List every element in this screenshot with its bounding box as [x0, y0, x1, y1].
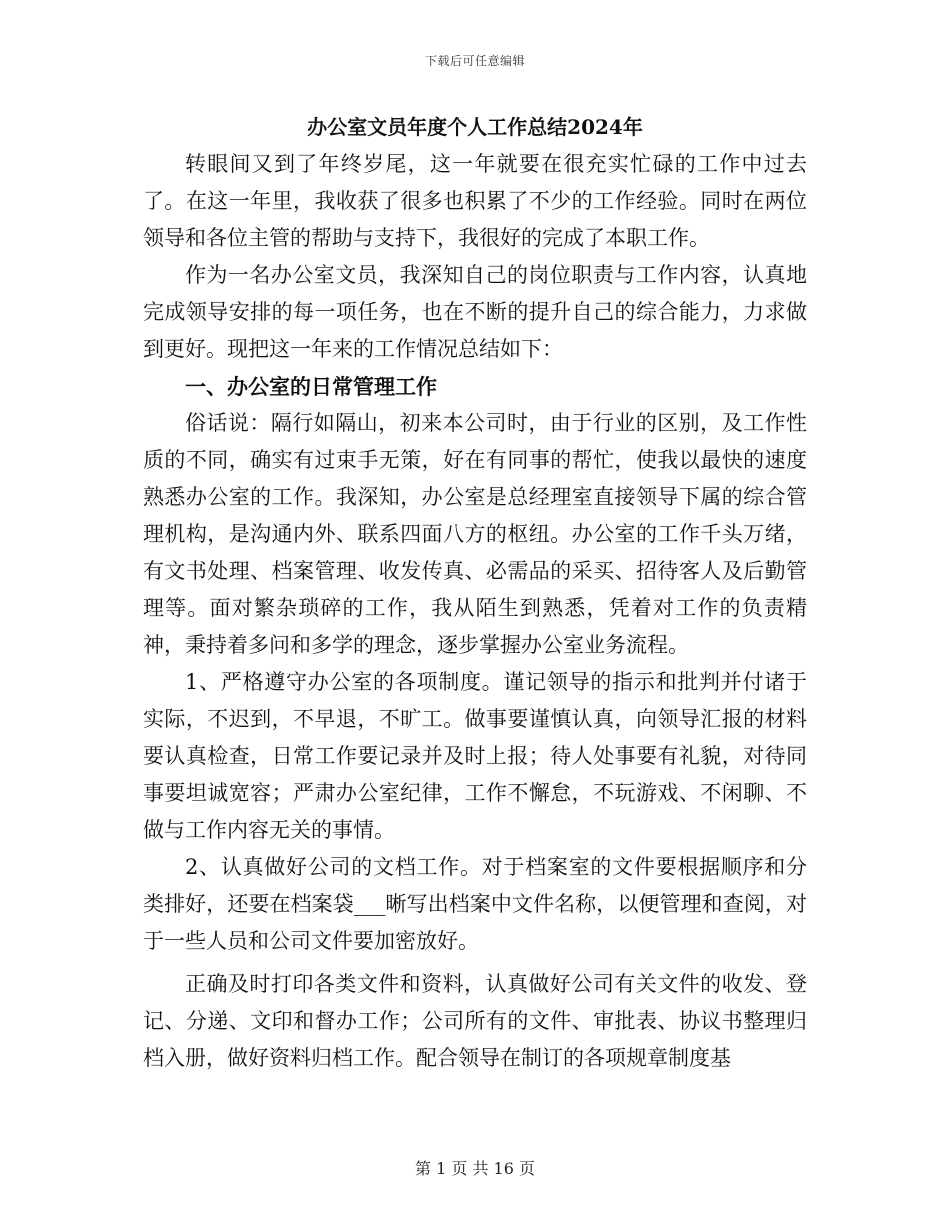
- section1-paragraph-2: 1、严格遵守办公室的各项制度。谨记领导的指示和批判并付诸于实际，不迟到，不早退，不旷工。做事要谨慎认真，向领导汇报的材料要认真检查，日常工作要记录并及时上报；待人处事要有礼貌，对待同事要坦诚宽容；严肃办公室纪律，工作不懈怠，不玩游戏、不闲聊、不做与工作内容无关的事情。: [143, 670, 807, 842]
- intro-paragraph-1: 转眼间又到了年终岁尾，这一年就要在很充实忙碌的工作中过去了。在这一年里，我收获了很多也积累了不少的工作经验。同时在两位领导和各位主管的帮助与支持下，我很好的完成了本职工作。: [143, 152, 807, 250]
- document-body: [143, 112, 807, 1077]
- section1-paragraph-3: 2、认真做好公司的文档工作。对于档案室的文件要根据顺序和分类排好，还要在档案袋___晰写出档案中文件名称，以便管理和查阅，对于一些人员和公司文件要加密放好。: [143, 855, 807, 953]
- section1-paragraph-1: 俗话说：隔行如隔山，初来本公司时，由于行业的区别，及工作性质的不同，确实有过束手无策，好在有同事的帮忙，使我以最快的速度熟悉办公室的工作。我深知，办公室是总经理室直接领导下属的综合管理机构，是沟通内外、联系四面八方的枢纽。办公室的工作千头万绪，有文书处理、档案管理、收发传真、必需品的采买、招待客人及后勤管理等。面对繁杂琐碎的工作，我从陌生到熟悉，凭着对工作的负责精神，秉持着多问和多学的理念，逐步掌握办公室业务流程。: [143, 411, 807, 657]
- document-title: 办公室文员年度个人工作总结2024年: [307, 115, 643, 139]
- section-heading-1: 一、办公室的日常管理工作: [185, 374, 437, 399]
- intro-paragraph-2: 作为一名办公室文员，我深知自己的岗位职责与工作内容，认真地完成领导安排的每一项任务，也在不断的提升自己的综合能力，力求做到更好。现把这一年来的工作情况总结如下：: [143, 263, 807, 361]
- page-number-footer: 第 1 页 共 16 页: [415, 1159, 535, 1178]
- header-note: 下载后可任意编辑: [424, 54, 525, 68]
- section1-paragraph-4: 正确及时打印各类文件和资料，认真做好公司有关文件的收发、登记、分递、文印和督办工作；公司所有的文件、审批表、协议书整理归档入册，做好资料归档工作。配合领导在制订的各项规章制度基: [143, 972, 807, 1070]
